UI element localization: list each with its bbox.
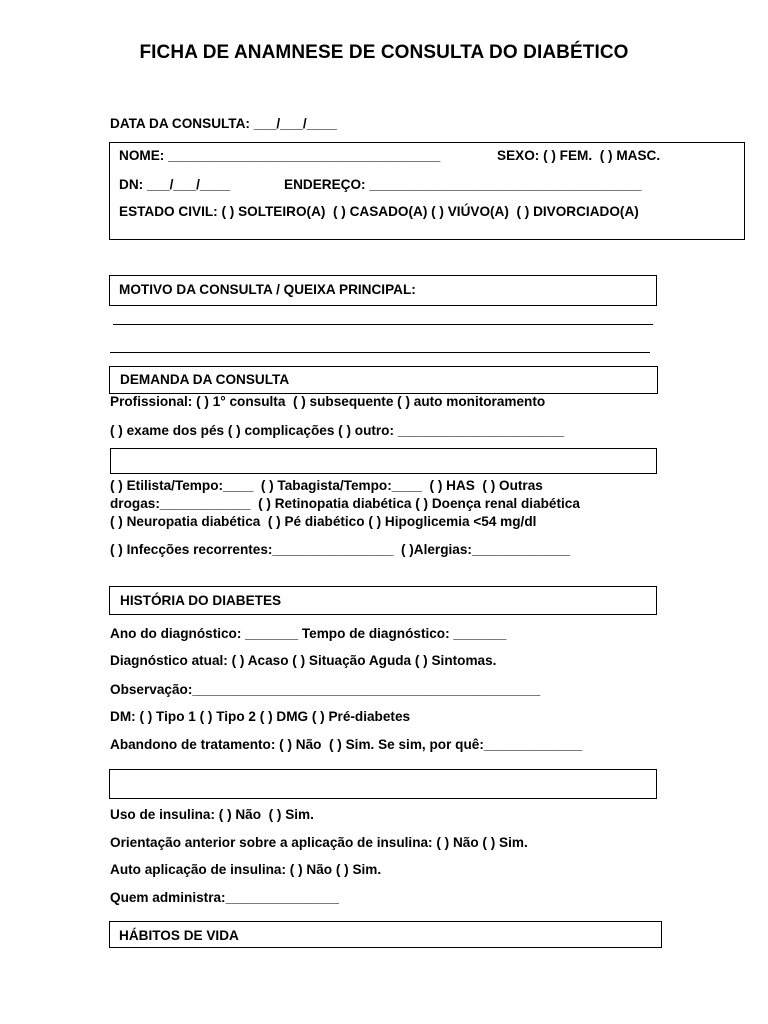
comorbidities-line-3[interactable]: ( ) Neuropatia diabética ( ) Pé diabético ( ) Hipoglicemia <54 mg/dl <box>110 514 537 529</box>
marital-status-field[interactable]: ESTADO CIVIL: ( ) SOLTEIRO(A) ( ) CASADO(A) ( ) VIÚVO(A) ( ) DIVORCIADO(A) <box>119 204 639 219</box>
sex-field[interactable]: SEXO: ( ) FEM. ( ) MASC. <box>497 148 661 163</box>
dm-type-field[interactable]: DM: ( ) Tipo 1 ( ) Tipo 2 ( ) DMG ( ) Pré-diabetes <box>110 709 411 724</box>
name-field[interactable]: NOME: ____________________________________ <box>119 148 441 163</box>
complaint-line-1[interactable] <box>113 324 653 325</box>
address-field[interactable]: ENDEREÇO: ____________________________________ <box>284 177 642 192</box>
comorbidities-line-1[interactable]: ( ) Etilista/Tempo:____ ( ) Tabagista/Tempo:____ ( ) HAS ( ) Outras <box>110 478 543 493</box>
insulin-administrator-field[interactable]: Quem administra:_______________ <box>110 890 339 905</box>
insulin-self-application-field[interactable]: Auto aplicação de insulina: ( ) Não ( ) Sim. <box>110 862 382 877</box>
insulin-orientation-field[interactable]: Orientação anterior sobre a aplicação de insulina: ( ) Não ( ) Sim. <box>110 835 528 850</box>
demand-line-2[interactable]: ( ) exame dos pés ( ) complicações ( ) outro: ______________________ <box>110 423 565 438</box>
diagnosis-year-field[interactable]: Ano do diagnóstico: _______ Tempo de diagnóstico: _______ <box>110 626 507 641</box>
complaint-header: MOTIVO DA CONSULTA / QUEIXA PRINCIPAL: <box>119 282 416 297</box>
history-header: HISTÓRIA DO DIABETES <box>120 593 282 608</box>
demand-line-1[interactable]: Profissional: ( ) 1° consulta ( ) subsequente ( ) auto monitoramento <box>110 394 546 409</box>
complaint-line-2[interactable] <box>110 352 650 353</box>
demand-header: DEMANDA DA CONSULTA <box>120 372 290 387</box>
form-title: FICHA DE ANAMNESE DE CONSULTA DO DIABÉTICO <box>139 42 629 63</box>
observation-field[interactable]: Observação:______________________________________________ <box>110 682 541 697</box>
comorbidities-line-4[interactable]: ( ) Infecções recorrentes:________________ ( )Alergias:_____________ <box>110 542 571 557</box>
insulin-use-field[interactable]: Uso de insulina: ( ) Não ( ) Sim. <box>110 807 314 822</box>
comorbidities-header-box <box>110 448 657 474</box>
insulin-header-box <box>109 769 657 799</box>
treatment-abandonment-field[interactable]: Abandono de tratamento: ( ) Não ( ) Sim. Se sim, por quê:_____________ <box>110 737 583 752</box>
habits-header: HÁBITOS DE VIDA <box>119 928 239 943</box>
comorbidities-line-2[interactable]: drogas:____________ ( ) Retinopatia diabética ( ) Doença renal diabética <box>110 496 580 511</box>
birth-date-field[interactable]: DN: ___/___/____ <box>119 177 231 192</box>
consultation-date-field[interactable]: DATA DA CONSULTA: ___/___/____ <box>110 116 337 131</box>
current-diagnosis-field[interactable]: Diagnóstico atual: ( ) Acaso ( ) Situação Aguda ( ) Sintomas. <box>110 653 497 668</box>
